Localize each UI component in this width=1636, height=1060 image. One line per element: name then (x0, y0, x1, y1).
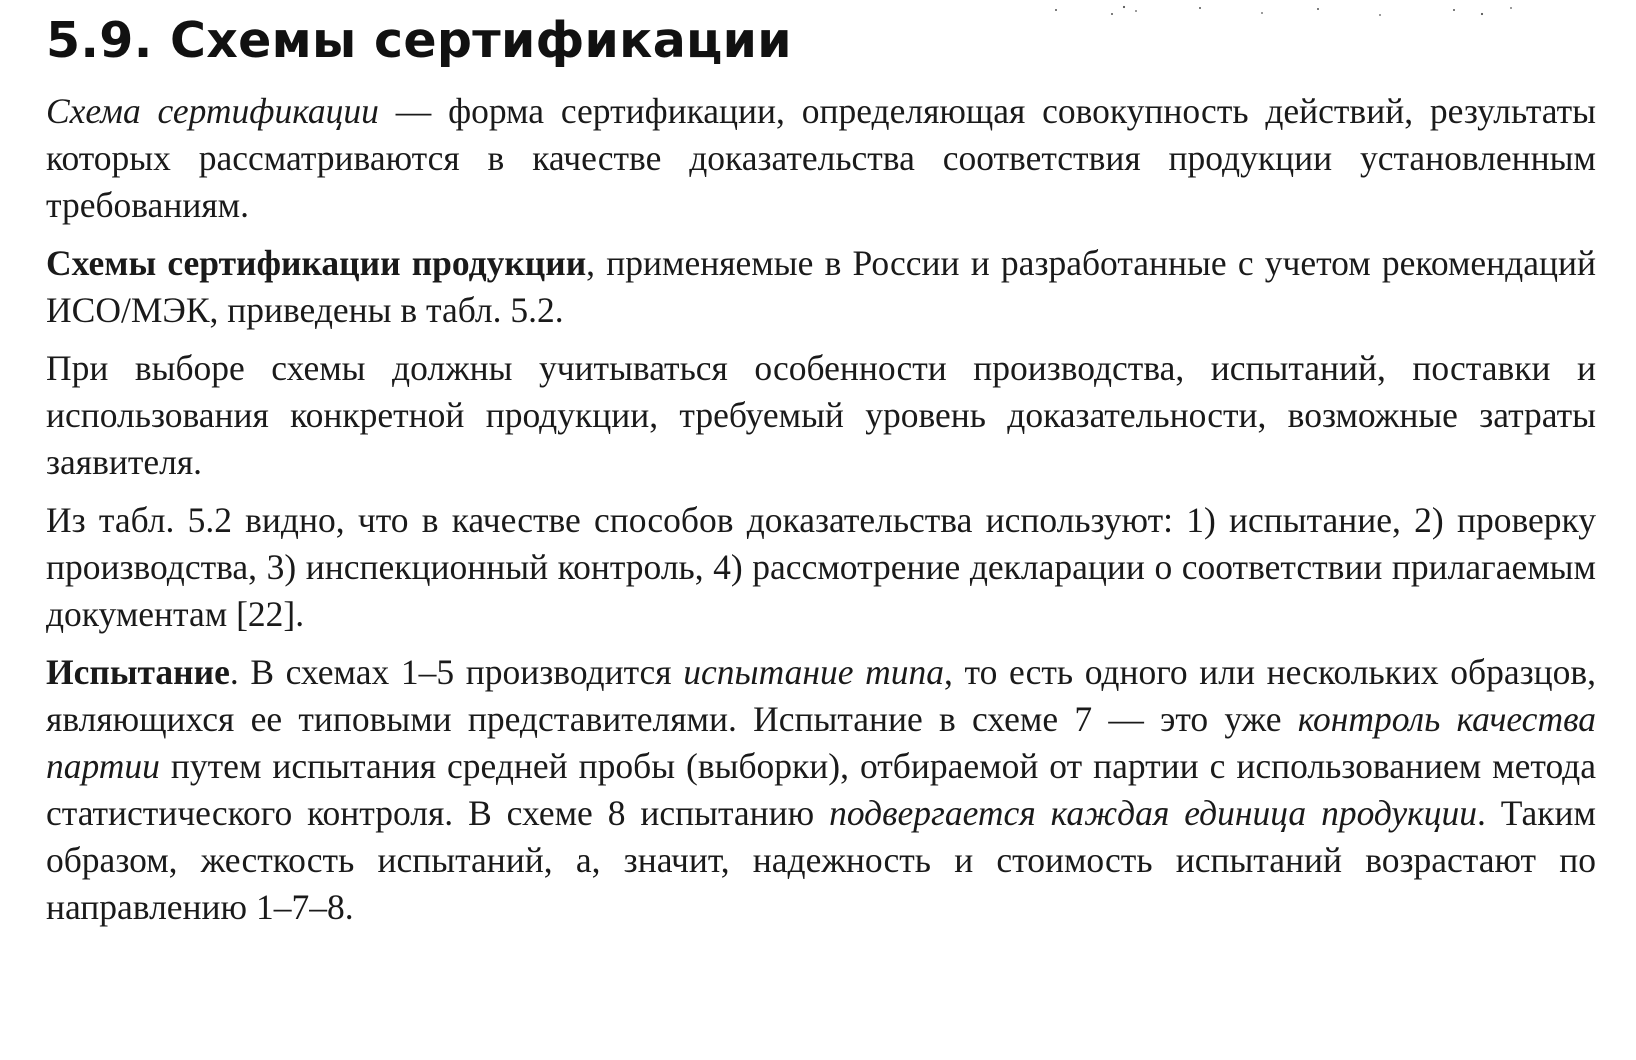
body-paragraph (46, 649, 1596, 931)
text-run: При выборе схемы должны учитываться особенности производства, испытаний, поставки и использования конкретной продукции, требуемый уровень доказательности, возможные затраты заявителя. (46, 348, 1596, 482)
text-run: , применяемые в России и разработанные с учетом рекомендаций ИСО/МЭК, приведены в табл. 5.2. (46, 243, 1596, 330)
text-run: . В схемах 1–5 производится (229, 652, 684, 692)
document-body (46, 88, 1596, 931)
text-run: . Таким образом, жесткость испытаний, а, значит, надежность и стоимость испытаний возрастают по направлению 1–7–8. (46, 793, 1596, 927)
text-run: путем испытания средней пробы (выборки), отбираемой от партии с использованием метода статистического контроля. В схеме 8 испытанию (46, 746, 1596, 833)
section-heading: 5.9. Схемы сертификации (46, 12, 792, 69)
italic-text-run: испытание типа (683, 652, 945, 692)
document-page (46, 4, 1596, 942)
text-run: Из табл. 5.2 видно, что в качестве способов доказательства используют: 1) испытание, 2) проверку производства, 3) инспекционный контроль, 4) рассмотрение декларации о соответствии прилагаемым документам [22]. (46, 500, 1596, 634)
text-run: — форма сертификации, определяющая совокупность действий, результаты которых рассматриваются в качестве доказательства соответствия продукции установленным требованиям. (46, 91, 1596, 225)
body-paragraph (46, 497, 1596, 638)
italic-text-run: Схема сертификации (46, 91, 379, 131)
italic-text-run: подвергается каждая единица продукции (829, 793, 1477, 833)
body-paragraph (46, 88, 1596, 229)
body-paragraph (46, 345, 1596, 486)
bold-text-run: Схемы сертификации продукции (46, 243, 587, 283)
bold-text-run: Испытание (46, 652, 230, 692)
italic-text-run: контроль качества партии (46, 699, 1596, 786)
text-run: , то есть одного или нескольких образцов, являющихся ее типовыми представителями. Испытание в схеме 7 — это уже (46, 652, 1597, 739)
body-paragraph (46, 240, 1596, 334)
